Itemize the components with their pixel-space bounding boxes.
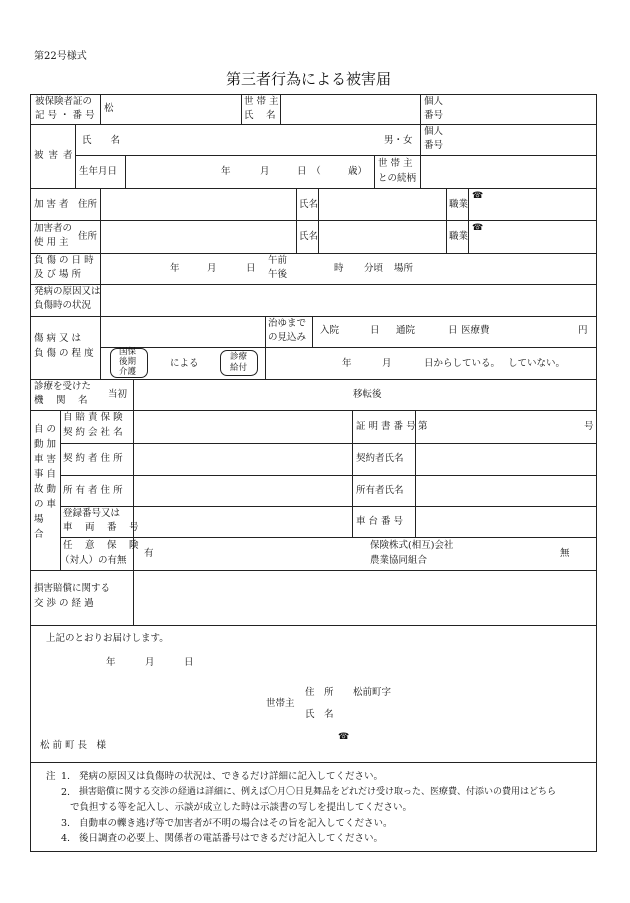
phone-icon: ☎	[472, 223, 484, 233]
col-divider	[100, 94, 101, 124]
insurer-label: 契 約 会 社 名	[63, 427, 123, 438]
relation-label: 世 帯 主	[378, 158, 413, 169]
employer-label: 加害者の	[34, 223, 73, 234]
birth-year: 年	[221, 166, 231, 177]
injury-month: 月	[207, 263, 217, 274]
medical-cost-label: 医療費	[461, 325, 490, 336]
employer-label: 使 用 主	[34, 237, 69, 248]
col-divider	[468, 188, 469, 253]
insurance-value[interactable]: 松	[104, 103, 114, 114]
cause-label: 負傷時の状況	[34, 300, 92, 311]
relation-label: との続柄	[378, 173, 417, 184]
col-divider	[241, 94, 242, 124]
row-divider	[30, 188, 597, 189]
brace-text: 介護	[119, 367, 137, 377]
not-yet-text: していない。	[508, 358, 566, 369]
optional-insurance-label: （対人）の有無	[60, 555, 127, 566]
row-divider	[30, 410, 597, 411]
submit-statement: 上記のとおりお届けします。	[46, 633, 169, 644]
row-divider	[30, 124, 597, 125]
injury-place: 場所	[394, 263, 414, 274]
row-divider	[60, 443, 597, 444]
offender-label: 加 害 者	[34, 199, 69, 210]
row-divider	[30, 762, 597, 763]
householder-label: 世帯主	[266, 698, 295, 709]
personal-number-label: 番号	[424, 110, 444, 121]
col-divider	[420, 155, 421, 188]
auto-side-label: 自 の	[34, 424, 57, 435]
auto-side-label: 車 害	[34, 454, 57, 465]
row-divider	[100, 347, 597, 348]
birth-month: 月	[260, 166, 270, 177]
submit-year: 年	[106, 657, 116, 668]
col-divider	[60, 410, 61, 570]
auto-side-label: 故 動	[34, 484, 57, 495]
insurer-label: 自 賠 責 保 険	[63, 412, 123, 423]
row-divider	[60, 475, 597, 476]
row-divider	[75, 155, 597, 156]
brace-text: 後期	[119, 357, 137, 367]
col-divider	[420, 94, 421, 124]
contractor-name-label: 契約者氏名	[356, 453, 404, 464]
address-value[interactable]: 松前町字	[353, 687, 392, 698]
offender-name-label: 氏名	[299, 199, 319, 210]
col-divider	[312, 316, 313, 347]
phone-icon: ☎	[338, 732, 350, 742]
col-divider	[446, 188, 447, 253]
row-divider	[30, 316, 597, 317]
birth-label: 生年月日	[79, 166, 118, 177]
row-divider	[30, 220, 597, 221]
injury-day: 日	[246, 263, 256, 274]
injury-minute: 分頃	[364, 263, 384, 274]
cert-label: 証 明 書 番 号	[356, 421, 416, 432]
degree-label: 傷 病 又 は	[34, 333, 82, 344]
note-text: 損害賠償に関する交渉の経過は詳細に、例えば〇月〇日見舞品をどれだけ受け取った、医療費、付添いの費用はどちら	[79, 787, 557, 797]
auto-side-label: 合	[34, 529, 44, 540]
row-divider	[30, 284, 597, 285]
optional-yes[interactable]: 有	[144, 548, 154, 559]
page-title: 第三者行為による被害届	[226, 70, 392, 88]
injury-time-label: 負 傷 の 日 時	[34, 255, 94, 266]
victim-label: 被 害 者	[34, 150, 74, 161]
submit-day: 日	[184, 657, 194, 668]
row-divider	[30, 253, 597, 254]
auto-side-label: 場	[34, 514, 44, 525]
registration-label: 登録番号又は	[63, 508, 121, 519]
outpatient-label: 通院	[396, 325, 416, 336]
auto-side-label: 動 加	[34, 439, 57, 450]
cert-suffix: 号	[584, 421, 594, 432]
brace-text: 給付	[230, 363, 248, 373]
insurance-label: 記 号 ・ 番 号	[35, 110, 95, 121]
optional-insurance-label: 任 意 保 険	[63, 540, 139, 551]
since-month: 月	[382, 358, 392, 369]
employer-address-label: 住所	[78, 231, 98, 242]
insurance-company: 農業協同組合	[370, 555, 428, 566]
degree-label: 負 傷 の 程 度	[34, 348, 94, 359]
owner-name-label: 所有者氏名	[356, 485, 404, 496]
note-number: 1.	[61, 771, 71, 782]
col-divider	[265, 347, 266, 379]
row-divider	[60, 506, 597, 507]
note-text: 後日調査の必要上、関係者の電話番号はできるだけ記入してください。	[79, 833, 384, 844]
row-divider	[30, 379, 597, 380]
chassis-label: 車 台 番 号	[356, 516, 404, 527]
injury-year: 年	[170, 263, 180, 274]
clinic-after: 移転後	[353, 389, 382, 400]
householder-label: 世 帯 主	[244, 96, 279, 107]
address-label: 住 所	[305, 687, 334, 698]
name-label: 氏 名	[305, 709, 334, 720]
owner-address-label: 所 有 者 住 所	[63, 485, 123, 496]
row-divider	[30, 570, 597, 571]
insurance-company: 保険株式(相互)会社	[370, 540, 454, 551]
note-number: 3.	[61, 818, 71, 829]
householder-label: 氏 名	[244, 110, 276, 121]
cause-label: 発病の原因又は	[34, 286, 101, 297]
note-number: 2.	[61, 787, 71, 798]
auto-side-label: の 車	[34, 499, 57, 510]
personal-number-label: 個人	[424, 126, 444, 137]
col-divider	[318, 188, 319, 253]
contractor-address-label: 契 約 者 住 所	[63, 453, 123, 464]
form-number: 第22号様式	[34, 51, 87, 62]
personal-number-label: 番号	[424, 140, 444, 151]
clinic-initial: 当初	[108, 389, 128, 400]
col-divider	[420, 124, 421, 155]
note-text: 発病の原因又は負傷時の状況は、できるだけ詳細に記入してください。	[79, 771, 384, 782]
injury-hour: 時	[334, 263, 344, 274]
am-label[interactable]: 午前	[268, 255, 288, 266]
cert-prefix: 第	[418, 421, 428, 432]
employer-job-label: 職業	[449, 231, 469, 242]
yen-label: 円	[578, 325, 588, 336]
row-divider	[60, 537, 597, 538]
addressee: 松 前 町 長 様	[40, 740, 107, 751]
col-divider	[265, 316, 266, 347]
note-number: 4.	[61, 833, 71, 844]
since-text: 日からしている。	[424, 358, 501, 369]
offender-job-label: 職業	[449, 199, 469, 210]
birth-day: 日 （	[297, 166, 321, 177]
col-divider	[100, 188, 101, 379]
negotiation-label: 交 渉 の 経 過	[34, 598, 94, 609]
birth-age: 歳）	[348, 166, 368, 177]
insurance-label: 被保険者証の	[35, 96, 93, 107]
negotiation-label: 損害賠償に関する	[34, 583, 111, 594]
heal-label: 治ゆまで	[268, 318, 307, 329]
col-divider	[133, 379, 134, 625]
col-divider	[125, 155, 126, 188]
submit-month: 月	[145, 657, 155, 668]
note-text: 自動車の轢き逃げ等で加害者が不明の場合はその旨を記入してください。	[79, 818, 393, 829]
optional-no[interactable]: 無	[560, 548, 570, 559]
by-label: による	[170, 358, 199, 369]
col-divider	[296, 188, 297, 253]
col-divider	[280, 94, 281, 124]
clinic-label: 診療を受けた	[34, 381, 92, 392]
auto-side-label: 事 自	[34, 469, 57, 480]
personal-number-label: 個人	[424, 96, 444, 107]
col-divider	[374, 155, 375, 188]
heal-label: の見込み	[268, 332, 307, 343]
clinic-label: 機 関 名	[34, 395, 88, 406]
col-divider	[75, 124, 76, 188]
col-divider	[352, 410, 353, 537]
outpatient-day: 日	[448, 325, 458, 336]
gender-label[interactable]: 男・女	[384, 135, 413, 146]
employer-name-label: 氏名	[299, 231, 319, 242]
note-text: で負担する等を記入し、示談が成立した時は示談書の写しを提出してください。	[70, 802, 413, 813]
brace-text: 診療	[230, 352, 248, 362]
row-divider	[30, 625, 597, 626]
victim-name-label: 氏 名	[82, 135, 121, 146]
inpatient-label: 入院	[320, 325, 340, 336]
brace-text: 国保	[119, 347, 137, 357]
notes-heading: 注	[46, 771, 56, 782]
inpatient-day: 日	[370, 325, 380, 336]
registration-label: 車 両 番 号	[63, 522, 139, 533]
pm-label[interactable]: 午後	[268, 269, 288, 280]
offender-address-label: 住所	[78, 199, 98, 210]
since-year: 年	[342, 358, 352, 369]
phone-icon: ☎	[472, 191, 484, 201]
injury-time-label: 及 び 場 所	[34, 269, 82, 280]
